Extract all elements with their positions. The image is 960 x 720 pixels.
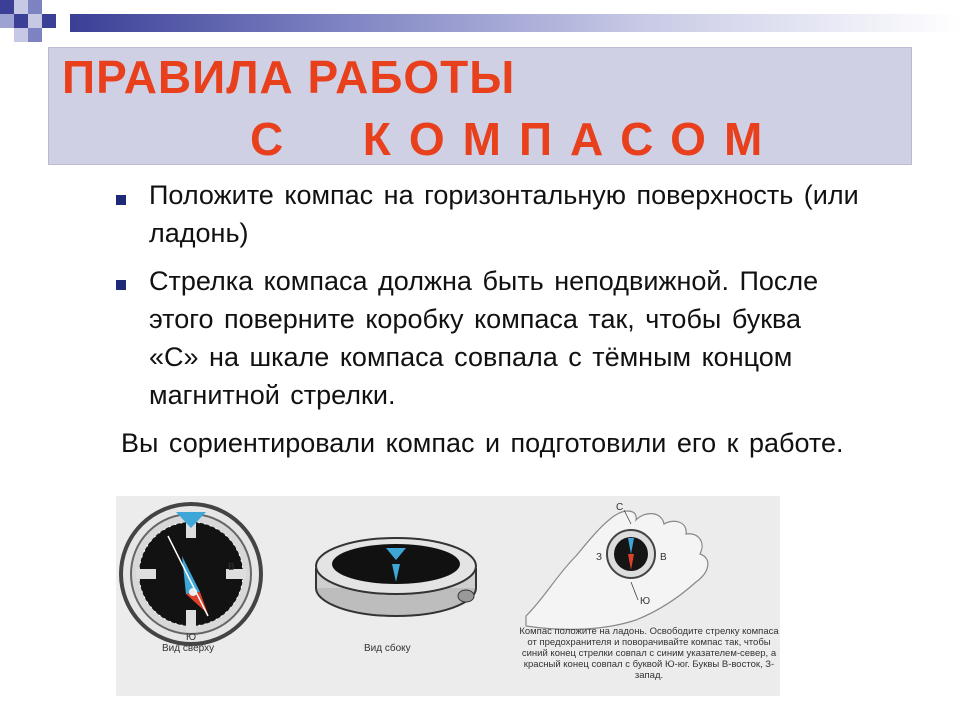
slide-title-line2: С КОМПАСОМ: [250, 113, 781, 165]
hand-instruction-text: Компас положите на ладонь. Освободите стрелку компаса от предохранителя и поворачивайте компас так, чтобы синий конец стрелки совпал с синим указателем-север, а красный конец совпал с буквой Ю-юг. Буквы В-восток, З-запад.: [519, 626, 779, 681]
corner-decoration: [0, 0, 70, 50]
west-mark-hand: З: [596, 552, 603, 563]
bullet-marker-1: [116, 195, 126, 205]
conclusion-text: Вы сориентировали компас и подготовили его к работе.: [121, 428, 844, 458]
slide-title-line1: ПРАВИЛА РАБОТЫ: [62, 51, 516, 103]
caption-top-view: Вид сверху: [162, 643, 215, 654]
bullet-marker-2: [116, 280, 126, 290]
compass-illustration: [116, 496, 780, 696]
bullet-text-2: Стрелка компаса должна быть неподвижной. После этого поверните коробку компаса так, чтобы буква «С» на шкале компаса совпала с тёмным концом магнитной стрелки.: [149, 266, 819, 410]
north-mark-hand: С: [616, 502, 624, 513]
south-mark-hand: Ю: [640, 596, 651, 607]
east-mark-top: В: [228, 562, 235, 573]
hand-with-compass: [526, 502, 708, 629]
compass-top-view: [121, 504, 261, 644]
east-mark-hand: В: [660, 552, 667, 563]
south-mark-top: Ю: [186, 632, 197, 643]
caption-side-view: Вид сбоку: [364, 643, 411, 654]
compass-side-view: [316, 538, 476, 616]
top-gradient-bar: [70, 14, 960, 32]
bullet-text-1: Положите компас на горизонтальную поверхность (или ладонь): [149, 180, 859, 248]
